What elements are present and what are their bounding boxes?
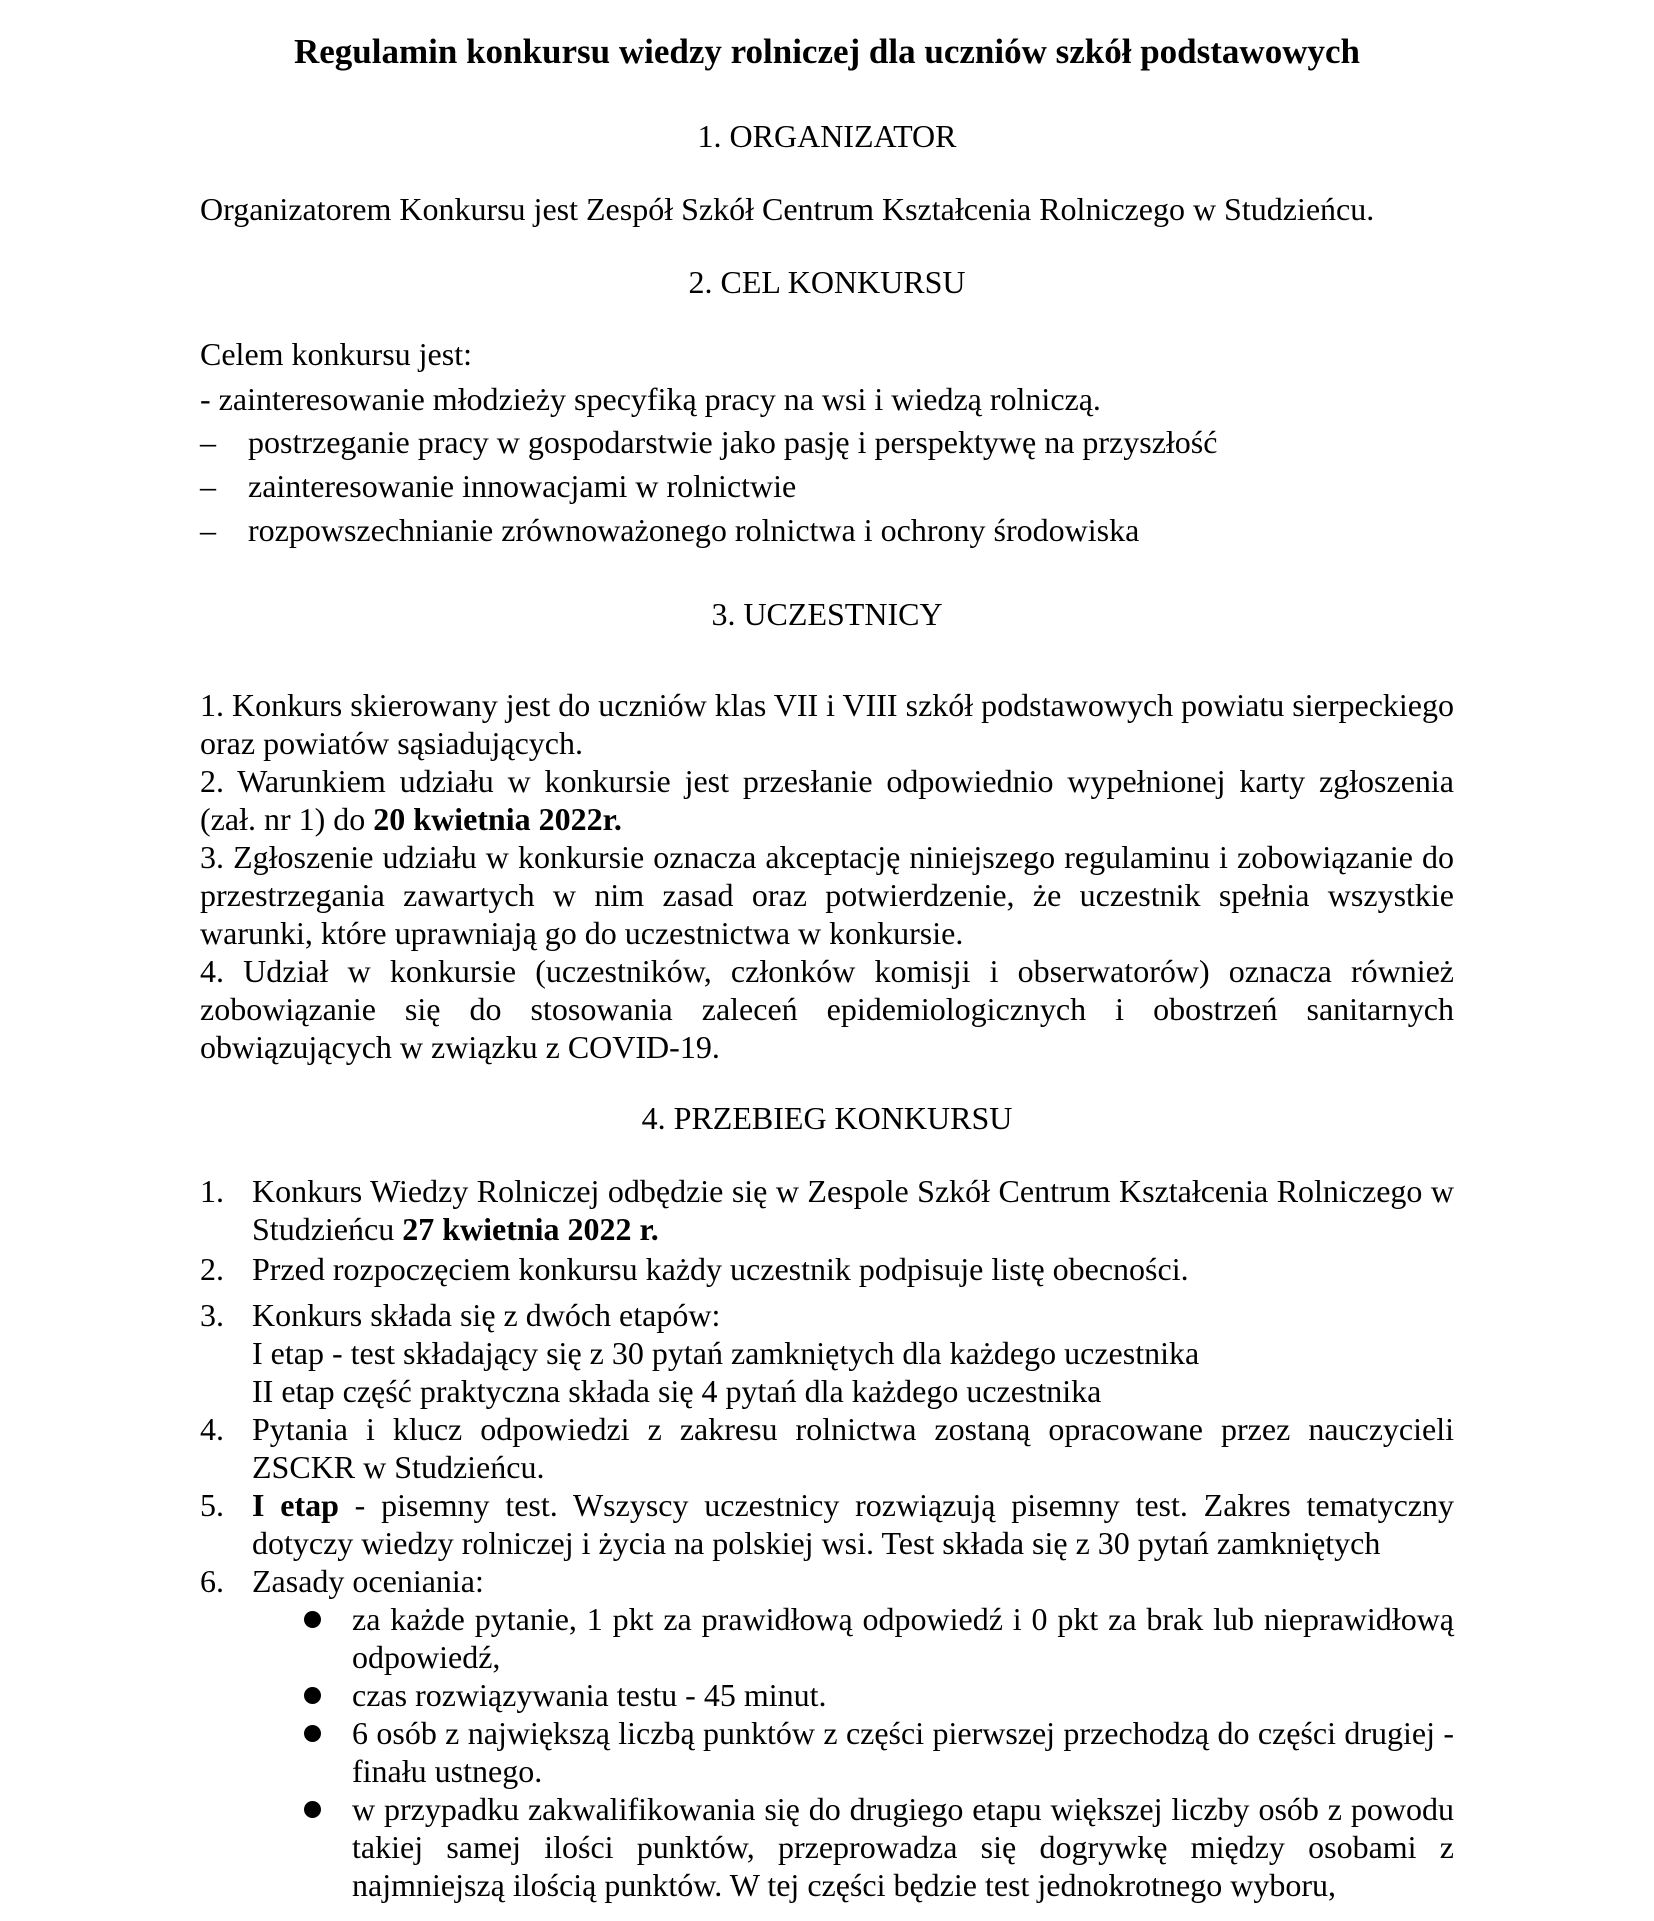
participants-paragraph-2-text: 2. Warunkiem udziału w konkursie jest przesłanie odpowiednio wypełnionej karty zgłoszenia (zał. nr 1) do xyxy=(200,763,1454,837)
bullet-icon xyxy=(304,1725,321,1742)
organizer-text xyxy=(200,190,1454,228)
procedure-item-1-text xyxy=(252,1172,1454,1248)
stage-2-description: II etap część praktyczna składa się 4 pytań dla każdego uczestnika xyxy=(252,1373,1102,1409)
goal-list-item-text: zainteresowanie innowacjami w rolnictwie xyxy=(248,468,797,504)
procedure-item-3 xyxy=(200,1296,1454,1410)
bullet-icon xyxy=(304,1611,321,1628)
goal-list-item-text: rozpowszechnianie zrównoważonego rolnictwa i ochrony środowiska xyxy=(248,512,1140,548)
contest-date: 27 kwietnia 2022 r. xyxy=(402,1211,659,1247)
organizer-line: Organizatorem Konkursu jest Zespół Szkół Centrum Kształcenia Rolniczego w Studzieńcu. xyxy=(200,191,1375,227)
heading-przebieg-konkursu: 4. PRZEBIEG KONKURSU xyxy=(641,1100,1013,1136)
procedure-item-5-body: - pisemny test. Wszyscy uczestnicy rozwiązują pisemny test. Zakres tematyczny dotyczy wiedzy rolniczej i życia na polskiej wsi. Test składa się z 30 pytań zamkniętych xyxy=(252,1487,1454,1561)
procedure-item-5 xyxy=(200,1486,1454,1562)
procedure-item-3-text xyxy=(252,1296,1454,1410)
heading-cel-konkursu: 2. CEL KONKURSU xyxy=(688,264,966,300)
scoring-bullet-text: 6 osób z największą liczbą punktów z części pierwszej przechodzą do części drugiej - finału ustnego. xyxy=(352,1715,1454,1789)
bullet-icon xyxy=(304,1687,321,1704)
goal-first-item xyxy=(200,380,1454,418)
procedure-item-1-body: Konkurs Wiedzy Rolniczej odbędzie się w Zespole Szkół Centrum Kształcenia Rolniczego w Studzieńcu xyxy=(252,1173,1454,1247)
participants-paragraph-3: 3. Zgłoszenie udziału w konkursie oznacza akceptację niniejszego regulaminu i zobowiązanie do przestrzegania zawartych w nim zasad oraz potwierdzenie, że uczestnik spełnia wszystkie warunki, które uprawniają go do uczestnictwa w konkursie. xyxy=(200,839,1454,951)
procedure-item-3-intro: Konkurs składa się z dwóch etapów: xyxy=(252,1297,721,1333)
goal-list-item xyxy=(200,464,796,508)
heading-uczestnicy: 3. UCZESTNICY xyxy=(711,596,943,632)
goal-list-item xyxy=(200,508,1139,552)
item-number: 4. xyxy=(200,1411,224,1447)
document-title: Regulamin konkursu wiedzy rolniczej dla uczniów szkół podstawowych xyxy=(294,32,1360,71)
item-number: 5. xyxy=(200,1487,224,1523)
procedure-item-2 xyxy=(200,1250,1454,1288)
participants-paragraph-2 xyxy=(200,762,1454,838)
participants-paragraph-1: 1. Konkurs skierowany jest do uczniów klas VII i VIII szkół podstawowych powiatu sierpeckiego oraz powiatów sąsiadujących. xyxy=(200,687,1454,761)
dash-marker: – xyxy=(200,512,216,548)
scoring-bullet xyxy=(300,1790,1454,1904)
heading-organizator: 1. ORGANIZATOR xyxy=(697,118,957,154)
scoring-bullet xyxy=(300,1714,1454,1790)
stage-1-label: I etap xyxy=(252,1487,339,1523)
goal-intro-text: Celem konkursu jest: xyxy=(200,336,472,372)
scoring-bullet-text: w przypadku zakwalifikowania się do drugiego etapu większej liczby osób z powodu takiej samej ilości punktów, przeprowadza się dogrywkę między osobami z najmniejszą ilością punktów. W tej części będzie test jednokrotnego wyboru, xyxy=(352,1791,1454,1903)
item-number: 6. xyxy=(200,1563,224,1599)
item-number: 3. xyxy=(200,1297,224,1333)
stage-1-description: I etap - test składający się z 30 pytań zamkniętych dla każdego uczestnika xyxy=(252,1335,1200,1371)
procedure-item-5-text xyxy=(252,1486,1454,1562)
dash-marker: – xyxy=(200,424,216,460)
procedure-item-1 xyxy=(200,1172,1454,1248)
scoring-bullet xyxy=(300,1676,1454,1714)
deadline-date: 20 kwietnia 2022r. xyxy=(373,801,622,837)
procedure-item-4 xyxy=(200,1410,1454,1486)
goal-list-item xyxy=(200,420,1217,464)
procedure-item-6 xyxy=(200,1562,1454,1600)
dash-marker: – xyxy=(200,468,216,504)
scoring-bullet xyxy=(300,1600,1454,1676)
procedure-item-4-text: Pytania i klucz odpowiedzi z zakresu rolnictwa zostaną opracowane przez nauczycieli ZSCKR w Studzieńcu. xyxy=(252,1411,1454,1485)
item-number: 1. xyxy=(200,1173,224,1209)
scoring-bullet-text: czas rozwiązywania testu - 45 minut. xyxy=(352,1677,827,1713)
procedure-item-2-text: Przed rozpoczęciem konkursu każdy uczestnik podpisuje listę obecności. xyxy=(252,1251,1189,1287)
procedure-item-6-text: Zasady oceniania: xyxy=(252,1563,484,1599)
goal-intro xyxy=(200,335,1454,373)
goal-first-item-text: - zainteresowanie młodzieży specyfiką pracy na wsi i wiedzą rolniczą. xyxy=(200,381,1101,417)
goal-list-item-text: postrzeganie pracy w gospodarstwie jako pasję i perspektywę na przyszłość xyxy=(248,424,1218,460)
item-number: 2. xyxy=(200,1251,224,1287)
bullet-icon xyxy=(304,1801,321,1818)
participants-paragraph-4: 4. Udział w konkursie (uczestników, członków komisji i obserwatorów) oznacza również zobowiązanie się do stosowania zaleceń epidemiologicznych i obostrzeń sanitarnych obwiązujących w związku z COVID-19. xyxy=(200,953,1454,1065)
scoring-bullet-text: za każde pytanie, 1 pkt za prawidłową odpowiedź i 0 pkt za brak lub nieprawidłową odpowiedź, xyxy=(352,1601,1454,1675)
